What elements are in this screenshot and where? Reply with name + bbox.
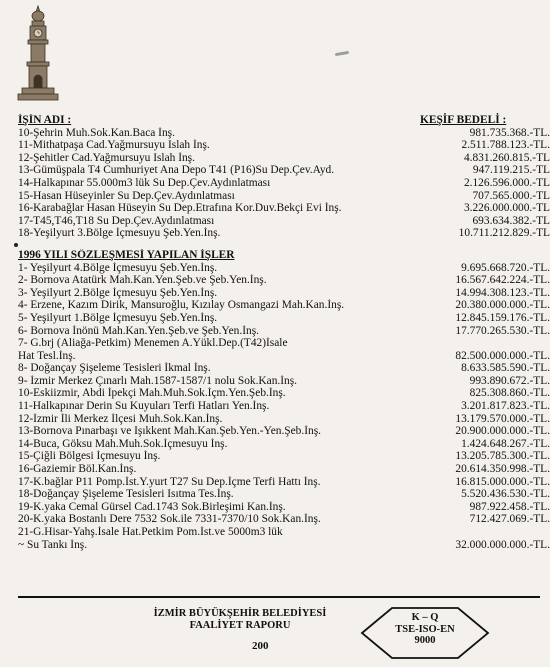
work-name: 20-K.yaka Bostanlı Dere 7532 Sok.ile 7331-7370/10 Sok.Kan.İnş. [18,513,321,526]
estimate-amount: 3.201.817.823.-TL. [461,400,550,413]
badge-line3: 9000 [414,635,436,646]
estimate-amount: 17.770.265.530.-TL. [455,324,550,337]
scan-smudge [335,51,349,56]
work-name: 3- Yeşilyurt 2.Bölge İçmesuyu Şeb.Yen.İnş. [18,286,218,299]
work-name: 12-Şehitler Cad.Yağmursuyu Islah İnş. [18,151,195,164]
estimate-amount: 981.735.368.-TL. [469,126,550,139]
badge-line1: K – Q [411,612,439,623]
work-name: 11-Halkapınar Derin Su Kuyuları Terfi Hatları Yen.İnş. [18,400,270,413]
list-item [18,325,550,338]
contracted-works-header: 1996 YILI SÖZLEŞMESİ YAPILAN İŞLER [18,248,235,261]
list-item [18,164,550,177]
work-name: 9- İzmir Merkez Çınarlı Mah.1587-1587/1 nolu Sok.Kan.İnş. [18,374,298,387]
estimate-amount: 13.205.785.300.-TL. [455,450,550,463]
work-name: 8- Doğançay Şişeleme Tesisleri İkmal İnş. [18,362,211,375]
list-item [18,299,550,312]
estimate-amount: 825.308.860.-TL. [469,387,550,400]
work-name: 1- Yeşilyurt 4.Bölge İçmesuyu Şeb.Yen.İnş. [18,261,218,274]
list-item [18,513,550,526]
list-item [18,526,550,539]
work-name: 13-Bornova Pınarbaşı ve Işıkkent Mah.Kan.Şeb.Yen.-Yen.Şeb.İnş. [18,425,321,438]
estimate-amount: 2.126.596.000.-TL [463,176,550,189]
estimate-amount: 993.890.672.-TL. [469,374,550,387]
estimate-amount: 5.520.436.530.-TL. [461,488,550,501]
work-name: 12-İzmir İli Merkez İlçesi Muh.Sok.Kan.İnş. [18,412,223,425]
list-item [18,287,550,300]
estimate-amount: 712.427.069.-TL. [469,513,550,526]
estimate-amount: 8.633.585.590.-TL. [461,362,550,375]
list-item [18,227,550,240]
scan-dot [14,243,18,247]
estimate-amount: 16.567.642.224.-TL. [455,274,550,287]
list-item [18,127,550,140]
work-name: 16-Gaziemir Böl.Kan.İnş. [18,463,137,476]
list1-header [18,114,550,127]
estimate-amount: 947.119.215.-TL [472,164,550,177]
estimate-amount: 2.511.788.123.-TL. [461,139,550,152]
list-item [18,488,550,501]
estimate-amount: 4.831.260.815.-TL [463,151,550,164]
estimate-amount: 20.900.000.000.-TL. [455,425,550,438]
work-name: 18-Yeşilyurt 3.Bölge İçmesuyu Şeb.Yen.İnş. [18,227,221,240]
work-name: 14-Buca, Göksu Mah.Muh.Sok.İçmesuyu İnş. [18,437,228,450]
work-name: 10-Eskiizmir, Abdi İpekçi Mah.Muh.Sok.İçm.Yen.Şeb.İnş. [18,387,286,400]
work-name: 14-Halkapınar 55.000m3 lük Su Dep.Çev.Aydınlatması [18,176,271,189]
work-name: 17-T45,T46,T18 Su Dep.Çev.Aydınlatması [18,214,215,227]
estimate-amount [420,526,550,539]
estimate-amount [420,337,550,350]
estimate-amount: 32.000.000.000.-TL. [455,538,550,551]
work-name: 16-Karabağlar Hasan Hüseyin Su Dep.Etrafına Kor.Duv.Bekçi Evi İnş. [18,202,342,215]
work-name: 6- Bornova İnönü Mah.Kan.Yen.Şeb.ve Şeb.Yen.İnş. [18,324,259,337]
work-name: 21-G.Hisar-Yahş.İsale Hat.Petkim Pom.İst.ve 5000m3 lük [18,526,283,538]
work-name-header: İŞİN ADI : [18,114,72,126]
list-item [18,337,550,350]
estimate-amount: 693.634.382.-TL [472,214,550,227]
estimate-amount: 10.711.212.829.-TL [458,227,550,240]
work-name: 5- Yeşilyurt 1.Bölge İçmesuyu Şeb.Yen.İnş. [18,311,218,324]
estimate-amount: 12.845.159.176.-TL. [455,311,550,324]
estimate-amount: 20.614.350.998.-TL. [455,463,550,476]
report-name: FAALİYET RAPORU [189,620,291,631]
works-list [18,114,550,551]
list-item [18,190,550,203]
work-name: 19-K.yaka Cemal Gürsel Cad.1743 Sok.Birleşimi Kan.İnş. [18,500,286,513]
list-item [18,350,550,363]
estimate-amount: 13.179.570.000.-TL. [455,412,550,425]
work-name: 11-Mithatpaşa Cad.Yağmursuyu Islah İnş. [18,139,210,152]
list-item [18,539,550,552]
estimate-amount: 707.565.000.-TL [472,189,550,202]
page-number: 200 [252,640,269,652]
list-item [18,413,550,426]
list-item [18,362,550,375]
work-name: 2- Bornova Atatürk Mah.Kan.Yen.Şeb.ve Şeb.Yen.İnş. [18,274,267,287]
list-item [18,202,550,215]
estimate-amount: 16.815.000.000.-TL. [455,475,550,488]
work-name: Hat Tesl.İnş. [18,349,76,362]
list-item [18,152,550,165]
list-item [18,450,550,463]
list-item [18,387,550,400]
org-name: İZMİR BÜYÜKŞEHİR BELEDİYESİ [153,608,327,619]
work-name: 4- Erzene, Kazım Dirik, Mansuroğlu, Kızılay Osmangazi Mah.Kan.İnş. [18,299,345,312]
list-item [18,476,550,489]
estimate-header: KEŞİF BEDELİ : [420,114,507,126]
estimate-amount: 82.500.000.000.-TL. [455,349,550,362]
estimate-amount: 1.424.648.267.-TL. [461,437,550,450]
list-item [18,262,550,275]
list-item [18,463,550,476]
list-item [18,215,550,228]
estimate-amount: 3.226.000.000.-TL [463,202,550,215]
list-item [18,438,550,451]
list-item [18,139,550,152]
list-item [18,400,550,413]
estimate-amount: 9.695.668.720.-TL. [461,261,550,274]
work-name: 15-Çiğli Bölgesi İçmesuyu İnş. [18,450,161,463]
footer-org [150,608,330,632]
work-name: ~ Su Tankı İnş. [18,538,88,551]
badge-text [360,612,490,647]
work-name: 18-Doğançay Şişeleme Tesisleri Isıtma Tes.İnş. [18,488,234,501]
work-name: 13-Gümüşpala T4 Cumhuriyet Ana Depo T41 (P16)Su Dep.Çev.Ayd. [18,164,335,177]
work-name: 15-Hasan Hüseyinler Su Dep.Çev.Aydınlatması [18,189,235,202]
work-name: 10-Şehrin Muh.Sok.Kan.Baca İnş. [18,126,175,139]
badge-line2: TSE-ISO-EN [395,623,455,635]
list1-rows [18,127,550,240]
clock-tower-logo [16,4,60,102]
list-item [18,274,550,287]
list-item [18,501,550,514]
list2-header [18,249,550,262]
estimate-amount: 987.922.458.-TL. [469,500,550,513]
list2-rows [18,262,550,552]
work-name: 17-K.bağlar P11 Pomp.İst.Y.yurt T27 Su Dep.İçme Terfi Hattı İnş. [18,475,321,488]
estimate-amount: 14.994.308.123.-TL. [455,286,550,299]
footer-rule-top [18,596,540,598]
estimate-amount: 20.380.000.000.-TL. [455,299,550,312]
list-item [18,425,550,438]
list-item [18,177,550,190]
work-name: 7- G.brj (Aliağa-Petkim) Menemen A.Yükl.Dep.(T42)İsale [18,337,288,350]
list-item [18,312,550,325]
list-item [18,375,550,388]
